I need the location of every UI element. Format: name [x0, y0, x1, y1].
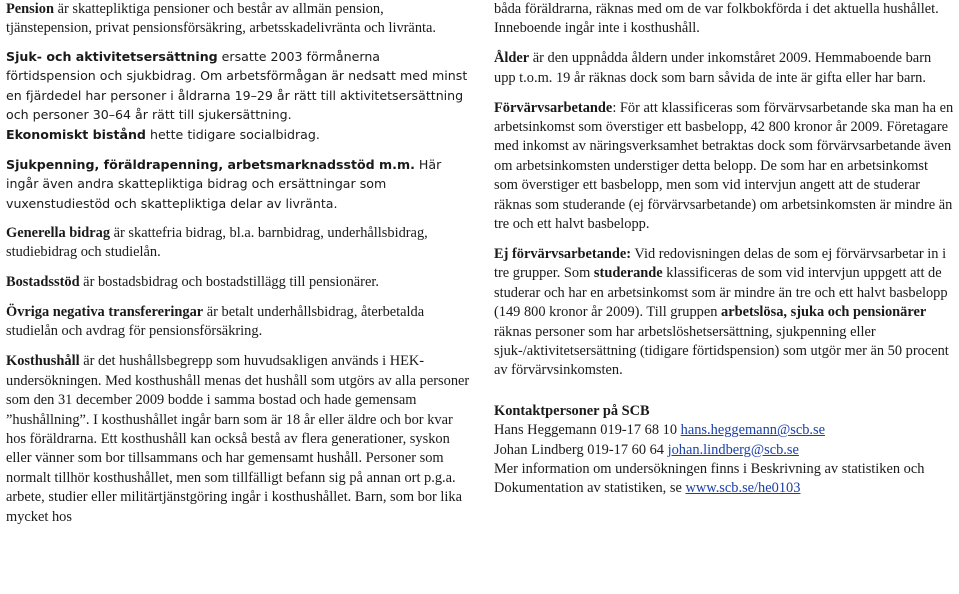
- studerande-term: studerande: [593, 265, 663, 282]
- forvarvsarbetande-term: Förvärvsarbetande: [494, 99, 613, 116]
- alder-term: Ålder: [494, 50, 530, 67]
- sjukpenning-term: Sjukpenning, föräldrapenning, arbetsmarknadsstöd m.m.: [6, 156, 415, 172]
- arbetslosa-term: arbetslösa, sjuka och pensionärer: [721, 304, 927, 321]
- ekonomiskt-bistand-term: Ekonomiskt bistånd: [6, 126, 146, 142]
- sjuk-aktivitet-definition: Sjuk- och aktivitetsersättning ersatte 2003 förmånerna förtidspension och sjukbidrag. Om arbetsförmågan är nedsatt med minst en fjärdedel har personer i åldrarna 19–29 år rätt till aktivitetsersättning och personer 30–64 år rätt till sjukersättning.: [6, 48, 468, 123]
- scb-website-link[interactable]: www.scb.se/he0103: [685, 480, 801, 497]
- ovriga-term: Övriga negativa transfereringar: [6, 304, 204, 321]
- ekonomiskt-bistand-definition: Ekonomiskt bistånd hette tidigare socialbidrag.: [6, 126, 320, 142]
- johan-email-link[interactable]: johan.lindberg@scb.se: [667, 441, 799, 458]
- pension-term: Pension: [6, 1, 54, 17]
- kontakt-heading: Kontaktpersoner på SCB: [494, 402, 650, 419]
- bostadsstod-term: Bostadsstöd: [6, 274, 80, 291]
- forvarvsarbetande-definition: Förvärvsarbetande: För att klassificeras som förvärvsarbetande ska man ha en arbetsinkomst som överstiger ett basbelopp, 42 800 kronor år 2009. Företagare med inkomst av näringsverksamhet betraktas dock som förvärvsarbetande även om arbetsinkomsten understiger detta belopp. De som har en arbetsinkomst som överstiger ett basbelopp, men som vid intervjun angett att de studerar räknas som studerande (ej förvärvsarbetande) om arbetsinkomsten är mindre än tre och ett halvt basbelopp.: [494, 99, 954, 233]
- hans-email-link[interactable]: hans.heggemann@scb.se: [680, 422, 825, 439]
- kosthushall-term: Kosthushåll: [6, 353, 80, 370]
- left-column: [6, 0, 472, 527]
- generella-bidrag-term: Generella bidrag: [6, 224, 111, 241]
- sjuk-aktivitet-term: Sjuk- och aktivitetsersättning: [6, 48, 218, 64]
- bostadsstod-definition: Bostadsstöd är bostadsbidrag och bostadstillägg till pensionärer.: [6, 274, 379, 291]
- generella-bidrag-definition: Generella bidrag är skattefria bidrag, bl.a. barnbidrag, underhållsbidrag, studiebidrag och studielån.: [6, 224, 428, 261]
- ej-forvarvsarbetande-term: Ej förvärvsarbetande:: [494, 245, 632, 262]
- kosthushall-definition: Kosthushåll är det hushållsbegrepp som huvudsakligen används i HEK-undersökningen. Med kosthushåll menas det hushåll som utgörs av alla personer som den 31 december 2009 bodde i samma bostad och hade gemensam ”hushållning”. I kosthushållet ingår barn som är 18 år eller äldre och bor kvar hos föräldrarna. Ett kosthushåll kan också bestå av flera generationer, syskon eller vänner som bor tillsammans och har gemensamt hushåll. Personer som normalt tillhör kosthushållet, men som tillfälligt befann sig på annan ort p.g.a. arbete, studier eller militärtjänstgöring ingår i kosthushållet. Barn, som bor lika mycket hos: [6, 353, 470, 525]
- pension-definition: Pension är skattepliktiga pensioner och består av allmän pension, tjänstepension, privat pensionsförsäkring, arbetsskadelivränta och livränta.: [6, 1, 436, 37]
- ej-forvarvsarbetande-definition: Ej förvärvsarbetande: Vid redovisningen delas de som ej förvärvsarbetar in i tre grupper. Som studerande klassificeras de som vid intervjun uppgett att de studerar och har en arbetsinkomst som är mindre än tre och ett halvt basbelopp (149 800 kronor år 2009). Till gruppen arbetslösa, sjuka och pensionärer räknas personer som har arbetslöshetsersättning, sjukpenning eller sjuk-/aktivitetsersättning (tidigare förtidspension) som utgör mer än 50 procent av förvärvsinkomsten.: [494, 245, 949, 379]
- alder-definition: Ålder är den uppnådda åldern under inkomståret 2009. Hemmaboende barn upp t.o.m. 19 år räknas dock som barn såvida de inte är gifta eller har barn.: [494, 50, 932, 86]
- kosthushall-continuation: båda föräldrarna, räknas med om de var folkbokförda i det aktuella hushållet. Inneboende ingår inte i kosthushåll.: [494, 1, 939, 37]
- sjukpenning-definition: Sjukpenning, föräldrapenning, arbetsmarknadsstöd m.m. Här ingår även andra skattepliktiga bidrag och ersättningar som vuxenstudiestöd och skattepliktiga delar av livränta.: [6, 156, 442, 211]
- right-column: [494, 0, 954, 499]
- kontakt-section: Kontaktpersoner på SCB Hans Heggemann 019-17 68 10 hans.heggemann@scb.se Johan Lindberg 019-17 60 64 johan.lindberg@scb.se Mer information om undersökningen finns i Beskrivning av statistiken och Dokumentation av statistiken, se www.scb.se/he0103: [494, 402, 925, 497]
- ovriga-definition: Övriga negativa transfereringar är betalt underhållsbidrag, återbetalda studielån och avdrag för pensionsförsäkring.: [6, 304, 425, 340]
